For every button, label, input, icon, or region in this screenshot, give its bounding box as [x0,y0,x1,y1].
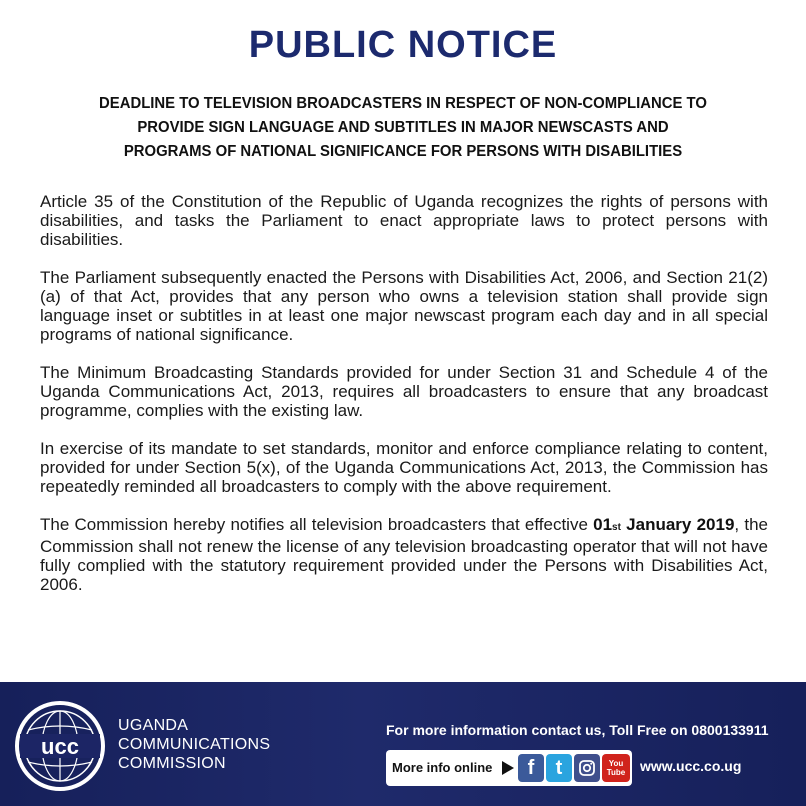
final-paragraph-rest: , the Commission shall not renew the license of any television broadcasting operator that will not have fully complied with the statutory requirement provided under the Persons with Disabilities Act, 2006. [40,515,768,594]
paragraph: The Parliament subsequently enacted the Persons with Disabilities Act, 2006, and Section 21(2) (a) of that Act, provides that any person who owns a television station shall provide sign language inset or subtitles in at least one major newscast program each day and in all special programs of national significance. [40,268,768,344]
arrow-right-icon [502,761,514,775]
paragraph: In exercise of its mandate to set standards, monitor and enforce compliance relating to content, provided for under Section 5(x), of the Uganda Communications Act, 2013, the Commission has repeatedly reminded all broadcasters to comply with the above requirement. [40,439,768,496]
effective-date-suffix: st [612,522,621,533]
twitter-icon[interactable]: t [546,754,572,782]
subtitle-line: PROGRAMS OF NATIONAL SIGNIFICANCE FOR PERSONS WITH DISABILITIES [123,143,683,160]
youtube-icon[interactable] [602,754,630,782]
footer-banner [0,682,806,806]
subtitle-line: PROVIDE SIGN LANGUAGE AND SUBTITLES IN MAJOR NEWSCASTS AND [137,119,669,136]
org-line: UGANDA [118,717,189,734]
paragraph: The Minimum Broadcasting Standards provided for under Section 31 and Schedule 4 of the Uganda Communications Act, 2013, requires all broadcasters to ensure that any broadcast programme, complies with the existing law. [40,363,768,420]
page-title: PUBLIC NOTICE [248,24,558,66]
subtitle-line: DEADLINE TO TELEVISION BROADCASTERS IN RESPECT OF NON-COMPLIANCE TO [99,95,707,112]
logo-text: ucc [41,734,79,759]
final-paragraph [40,515,768,594]
website-link[interactable]: www.ucc.co.ug [640,758,742,774]
more-info-label: More info online [392,760,493,775]
effective-date-day: 01 [593,515,613,534]
ucc-logo [14,700,106,792]
notice-body [40,192,768,613]
org-line: COMMUNICATIONS [118,736,271,753]
organization-name [118,716,270,773]
youtube-label: You Tube [606,759,626,777]
final-paragraph-intro: The Commission hereby notifies all television broadcasters that effective [40,515,594,534]
facebook-icon[interactable]: f [518,754,544,782]
org-line: COMMISSION [118,755,226,772]
social-bar [386,750,632,786]
instagram-icon[interactable] [574,754,600,782]
notice-subtitle [55,92,752,164]
effective-date-month-year: January 2019 [620,515,735,534]
contact-info: For more information contact us, Toll Free on 0800133911 [386,722,769,738]
paragraph: Article 35 of the Constitution of the Republic of Uganda recognizes the rights of persons with disabilities, and tasks the Parliament to enact appropriate laws to protect persons with disabilities. [40,192,768,249]
